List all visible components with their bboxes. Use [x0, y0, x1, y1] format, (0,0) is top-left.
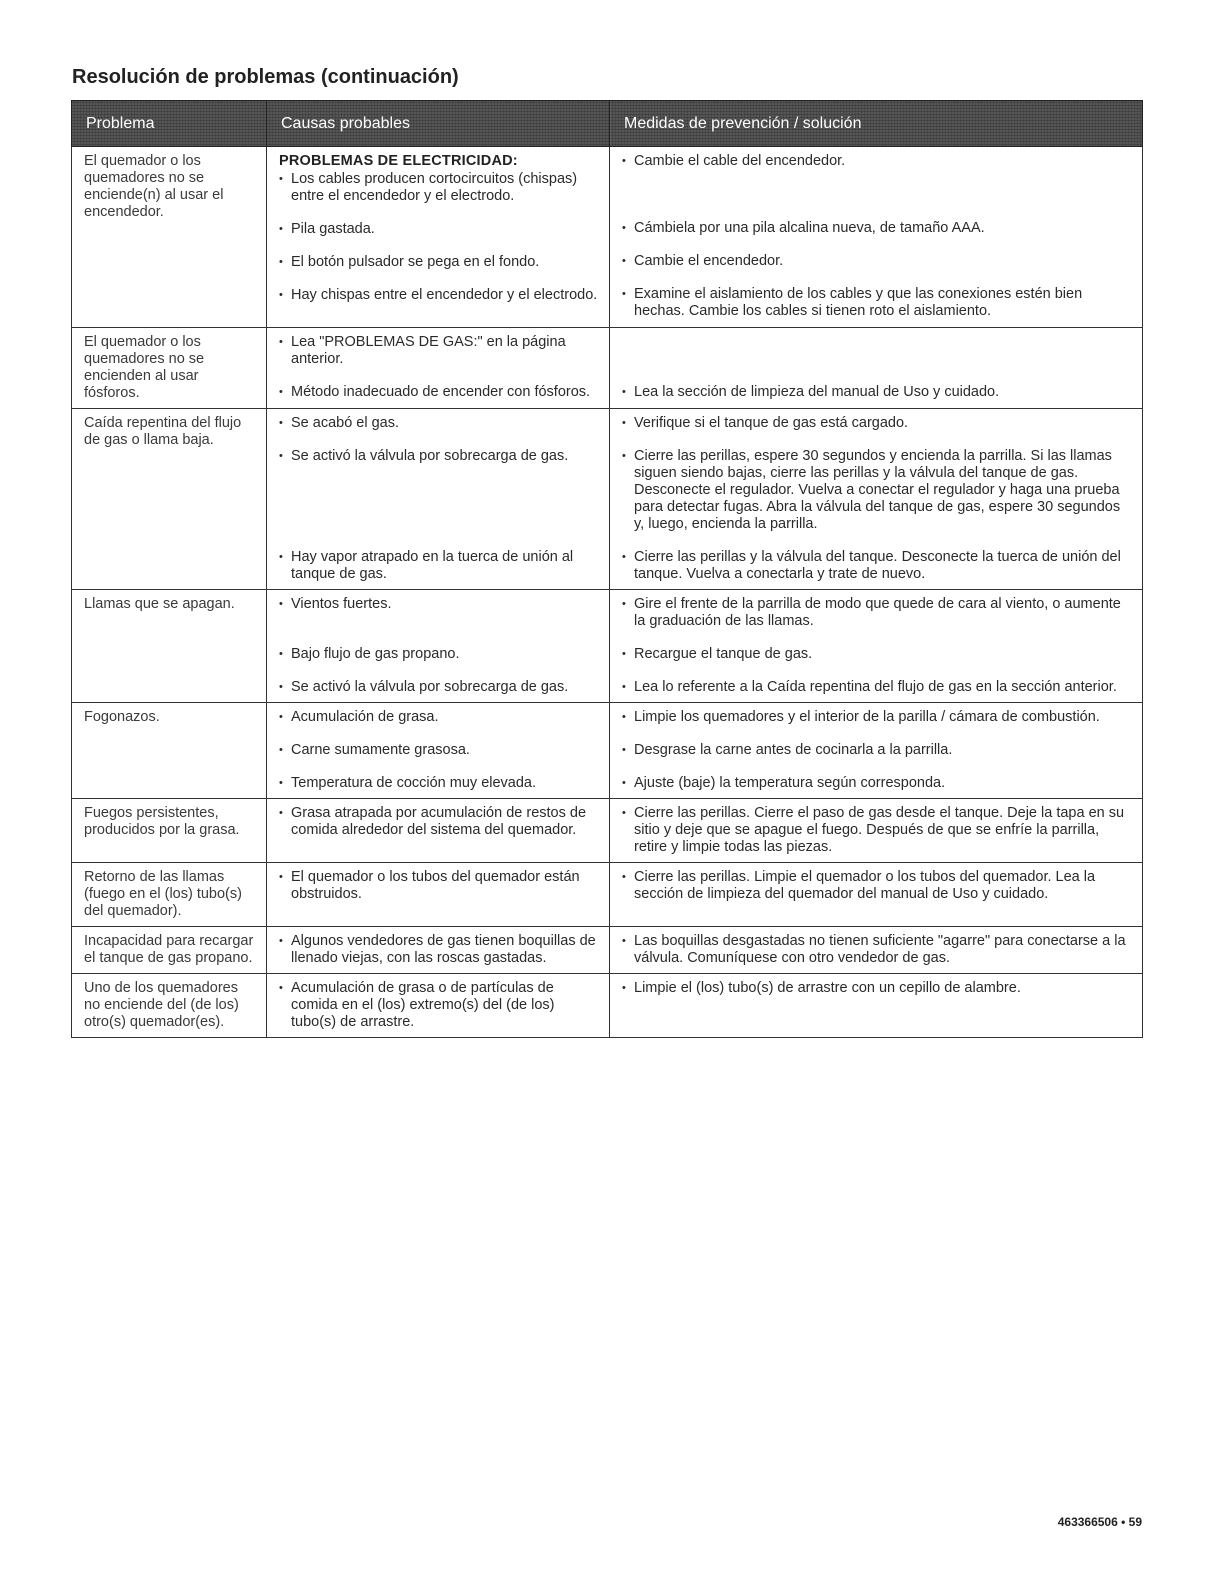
- solution-item: • Desgrase la carne antes de cocinarla a la parrilla.: [622, 742, 1134, 759]
- problem-cell: Retorno de las llamas (fuego en el (los) tubo(s) del quemador).: [72, 863, 267, 927]
- solutions-list: [622, 869, 1134, 903]
- solution-item: • Verifique si el tanque de gas está cargado.: [622, 415, 1134, 432]
- solution-item: • Examine el aislamiento de los cables y que las conexiones estén bien hechas. Cambie los cables si tienen roto el aislamiento.: [622, 286, 1134, 320]
- causes-cell: [267, 863, 610, 927]
- solutions-list: [622, 596, 1134, 696]
- solution-item: • Cierre las perillas. Cierre el paso de gas desde el tanque. Deje la tapa en su sitio y deje que se apague el fuego. Después de que se enfríe la parrilla, retire y limpie todas las piezas.: [622, 805, 1134, 856]
- solution-item: • Cambie el cable del encendedor.: [622, 153, 1134, 204]
- solution-item: • Cierre las perillas, espere 30 segundos y encienda la parrilla. Si las llamas siguen siendo bajas, cierre las perillas y la válvula del tanque de gas. Desconecte el regulador. Vuelva a conectar el regulador y haga una prueba para detectar fugas. Abra la válvula del tanque de gas, espere 30 segundos y, luego, encienda la parrilla.: [622, 448, 1134, 533]
- cause-item: • Lea "PROBLEMAS DE GAS:" en la página anterior.: [279, 334, 601, 368]
- solutions-list: [622, 933, 1134, 967]
- causes-cell: [267, 147, 610, 328]
- cause-item: • Se activó la válvula por sobrecarga de gas.: [279, 448, 601, 533]
- section-heading: PROBLEMAS DE ELECTRICIDAD:: [279, 153, 518, 169]
- causes-list: [279, 933, 601, 967]
- solution-item: • Limpie los quemadores y el interior de la parilla / cámara de combustión.: [622, 709, 1134, 726]
- page-footer: 463366506 • 59: [1057, 1515, 1142, 1529]
- solution-item: • Ajuste (baje) la temperatura según corresponda.: [622, 775, 1134, 792]
- solution-item: • Gire el frente de la parrilla de modo que quede de cara al viento, o aumente la graduación de las llamas.: [622, 596, 1134, 630]
- causes-list: [279, 980, 601, 1031]
- solutions-cell: [610, 799, 1143, 863]
- problem-cell: Llamas que se apagan.: [72, 590, 267, 703]
- table-header-row: [72, 101, 1143, 147]
- cause-item: • Acumulación de grasa.: [279, 709, 601, 726]
- table-row: [72, 799, 1143, 863]
- problem-cell: Uno de los quemadores no enciende del (de los) otro(s) quemador(es).: [72, 974, 267, 1038]
- solutions-list: [622, 709, 1134, 792]
- column-header-solutions: Medidas de prevención / solución: [610, 101, 1143, 147]
- solutions-list: [622, 980, 1134, 1031]
- page-title: Resolución de problemas (continuación): [72, 66, 459, 88]
- column-header-problem: Problema: [72, 101, 267, 147]
- cause-item: • Bajo flujo de gas propano.: [279, 646, 601, 663]
- cause-item: • Temperatura de cocción muy elevada.: [279, 775, 601, 792]
- column-header-causes: Causas probables: [267, 101, 610, 147]
- troubleshooting-table: [71, 100, 1143, 1038]
- solutions-cell: [610, 147, 1143, 328]
- causes-list: [279, 171, 601, 321]
- causes-list: [279, 805, 601, 856]
- table-row: [72, 328, 1143, 409]
- causes-cell: [267, 927, 610, 974]
- cause-item: • Carne sumamente grasosa.: [279, 742, 601, 759]
- problem-cell: Incapacidad para recargar el tanque de gas propano.: [72, 927, 267, 974]
- causes-cell: [267, 799, 610, 863]
- problem-cell: Caída repentina del flujo de gas o llama baja.: [72, 409, 267, 590]
- cause-item: • Hay vapor atrapado en la tuerca de unión al tanque de gas.: [279, 549, 601, 583]
- table-row: [72, 147, 1143, 328]
- cause-item: • Hay chispas entre el encendedor y el electrodo.: [279, 287, 601, 321]
- causes-list: [279, 869, 601, 903]
- solutions-list: [622, 153, 1134, 320]
- solution-item: • Las boquillas desgastadas no tienen suficiente "agarre" para conectarse a la válvula. Comuníquese con otro vendedor de gas.: [622, 933, 1134, 967]
- cause-item: • Método inadecuado de encender con fósforos.: [279, 384, 601, 401]
- solution-item: • Cambie el encendedor.: [622, 253, 1134, 270]
- solutions-cell: [610, 927, 1143, 974]
- causes-list: [279, 415, 601, 583]
- cause-item: • El quemador o los tubos del quemador están obstruidos.: [279, 869, 601, 903]
- solution-item: • Cierre las perillas y la válvula del tanque. Desconecte la tuerca de unión del tanque. Vuelva a conectarla y trate de nuevo.: [622, 549, 1134, 583]
- solution-spacer: [622, 334, 1134, 368]
- cause-item: • Grasa atrapada por acumulación de restos de comida alrededor del sistema del quemador.: [279, 805, 601, 856]
- table-row: [72, 974, 1143, 1038]
- solution-item: • Lea lo referente a la Caída repentina del flujo de gas en la sección anterior.: [622, 679, 1134, 696]
- causes-list: [279, 709, 601, 792]
- solutions-cell: [610, 703, 1143, 799]
- solution-item: • Recargue el tanque de gas.: [622, 646, 1134, 663]
- causes-list: [279, 334, 601, 401]
- causes-cell: [267, 590, 610, 703]
- solutions-list: [622, 334, 1134, 401]
- causes-cell: [267, 974, 610, 1038]
- causes-cell: [267, 409, 610, 590]
- cause-item: • El botón pulsador se pega en el fondo.: [279, 254, 601, 271]
- table-row: [72, 863, 1143, 927]
- table-row: [72, 927, 1143, 974]
- cause-item: • Los cables producen cortocircuitos (chispas) entre el encendedor y el electrodo.: [279, 171, 601, 205]
- cause-item: • Se acabó el gas.: [279, 415, 601, 432]
- cause-item: • Acumulación de grasa o de partículas de comida en el (los) extremo(s) del (de los) tubo(s) de arrastre.: [279, 980, 601, 1031]
- problem-cell: El quemador o los quemadores no se enciende(n) al usar el encendedor.: [72, 147, 267, 328]
- table-body: [72, 147, 1143, 1038]
- solutions-cell: [610, 974, 1143, 1038]
- cause-item: • Algunos vendedores de gas tienen boquillas de llenado viejas, con las roscas gastadas.: [279, 933, 601, 967]
- cause-item: • Vientos fuertes.: [279, 596, 601, 630]
- table-row: [72, 703, 1143, 799]
- cause-item: • Se activó la válvula por sobrecarga de gas.: [279, 679, 601, 696]
- solutions-list: [622, 805, 1134, 856]
- solutions-cell: [610, 409, 1143, 590]
- solutions-cell: [610, 590, 1143, 703]
- problem-cell: Fuegos persistentes, producidos por la grasa.: [72, 799, 267, 863]
- causes-list: [279, 596, 601, 696]
- problem-cell: Fogonazos.: [72, 703, 267, 799]
- solution-item: • Limpie el (los) tubo(s) de arrastre con un cepillo de alambre.: [622, 980, 1134, 1031]
- solutions-cell: [610, 328, 1143, 409]
- table-row: [72, 409, 1143, 590]
- causes-cell: [267, 703, 610, 799]
- solution-item: • Cámbiela por una pila alcalina nueva, de tamaño AAA.: [622, 220, 1134, 237]
- table-row: [72, 590, 1143, 703]
- cause-item: • Pila gastada.: [279, 221, 601, 238]
- solutions-list: [622, 415, 1134, 583]
- solutions-cell: [610, 863, 1143, 927]
- solution-item: • Cierre las perillas. Limpie el quemador o los tubos del quemador. Lea la sección de limpieza del quemador del manual de Uso y cuidado.: [622, 869, 1134, 903]
- solution-item: • Lea la sección de limpieza del manual de Uso y cuidado.: [622, 384, 1134, 401]
- problem-cell: El quemador o los quemadores no se encienden al usar fósforos.: [72, 328, 267, 409]
- causes-cell: [267, 328, 610, 409]
